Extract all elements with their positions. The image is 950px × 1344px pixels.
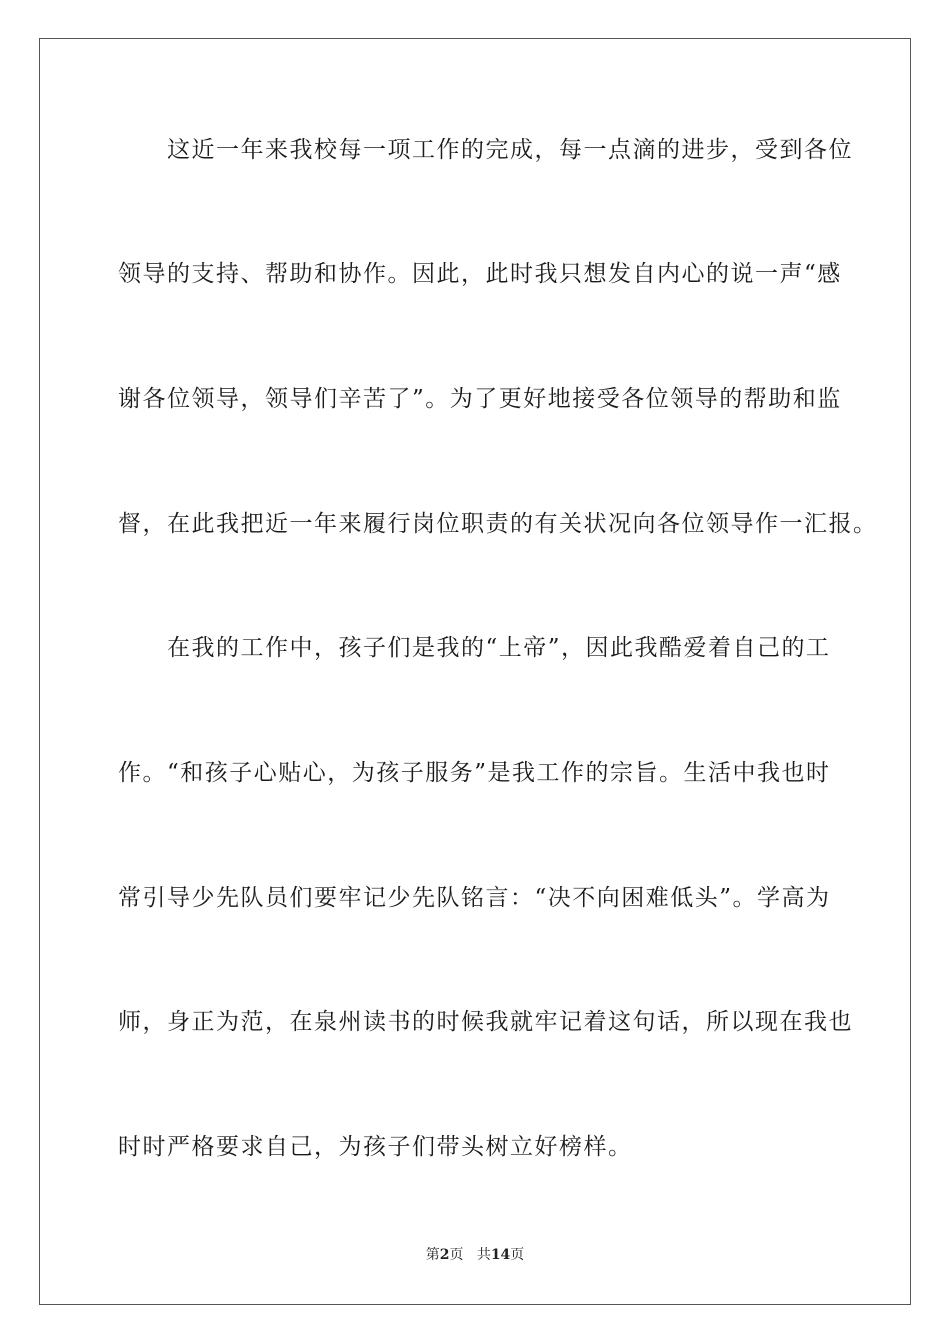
body-text-line: 作。“和孩子心贴心，为孩子服务”是我工作的宗旨。生活中我也时 (118, 760, 831, 786)
body-text-line: 常引导少先队员们要牢记少先队铭言：“决不向困难低头”。学高为 (118, 885, 831, 911)
body-text-line: 领导的支持、帮助和协作。因此，此时我只想发自内心的说一声“感 (118, 261, 842, 287)
footer-total-prefix: 共 (476, 1247, 491, 1263)
body-text-line: 在我的工作中，孩子们是我的“上帝”，因此我酷爱着自己的工 (118, 635, 831, 661)
footer-total-suffix: 页 (510, 1247, 525, 1263)
footer-page-suffix: 页 (449, 1247, 464, 1263)
body-text-line: 谢各位领导，领导们辛苦了”。为了更好地接受各位领导的帮助和监 (118, 386, 842, 412)
page-footer (0, 1246, 950, 1264)
page-frame (39, 38, 911, 1305)
body-text-line: 时时严格要求自己，为孩子们带头树立好榜样。 (118, 1134, 633, 1160)
body-text-line: 师，身正为范，在泉州读书的时候我就牢记着这句话，所以现在我也 (118, 1009, 853, 1035)
footer-page-prefix: 第 (425, 1247, 440, 1263)
body-text-line: 督，在此我把近一年来履行岗位职责的有关状况向各位领导作一汇报。 (118, 511, 878, 537)
footer-total-pages: 14 (490, 1247, 511, 1263)
body-text-line: 这近一年来我校每一项工作的完成，每一点滴的进步，受到各位 (118, 137, 853, 163)
footer-page-number: 2 (439, 1247, 450, 1263)
